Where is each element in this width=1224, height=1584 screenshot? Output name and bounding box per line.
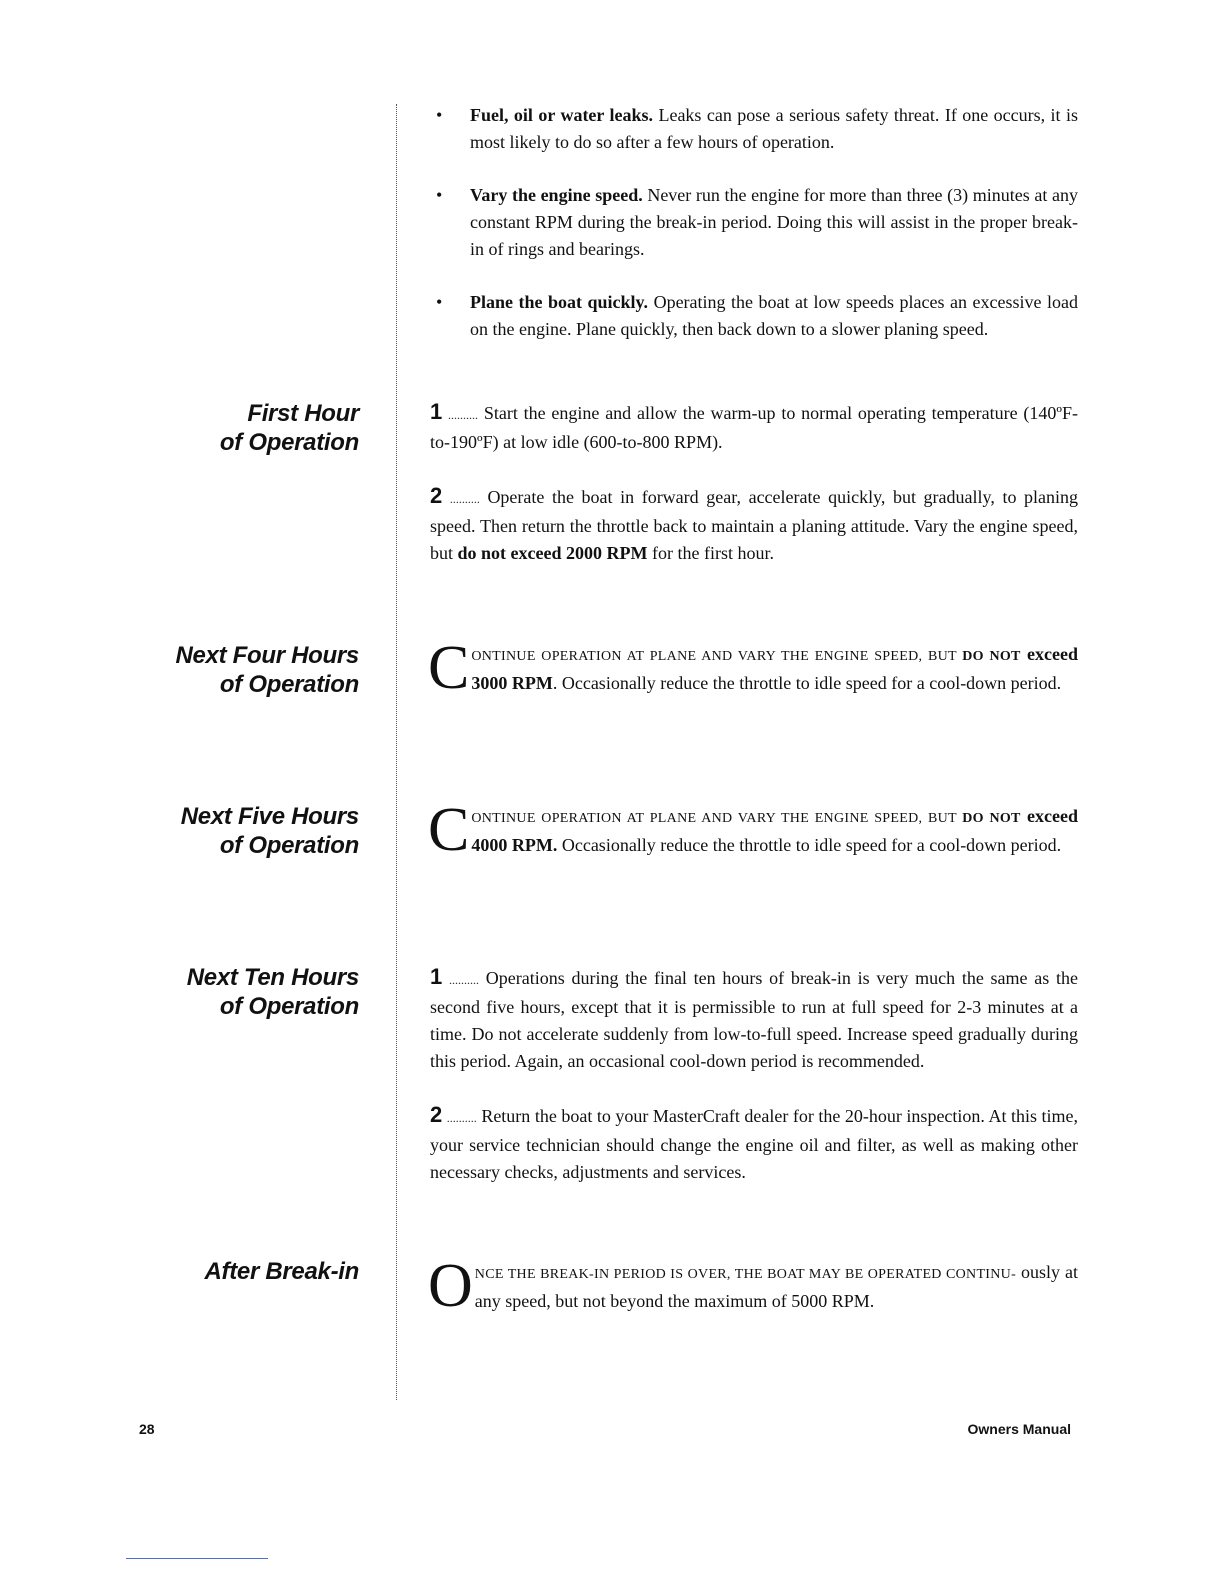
step-number: 1 [430,964,443,989]
step-text: Operate the boat in forward gear, accelerate quickly, but gradually, to planing speed. Then return the throttle back to maintain a planing attitude. Vary the engine speed, but [430,487,1079,563]
next-five-text [428,796,1078,864]
bullet-icon: • [436,292,443,312]
rpm-limit: exceed 4000 RPM. [471,806,1078,855]
heading-line: Next Four Hours [175,642,359,669]
leader-dots: .......... [448,408,479,422]
drop-cap: O [428,1252,473,1320]
bullet-lead: Plane the boat quickly. [470,292,649,312]
heading-first-hour [220,399,359,457]
drop-cap: C [428,796,470,864]
heading-after-break-in [204,1257,359,1286]
after-break-in-text [428,1252,1079,1320]
bullet-text: Leaks can pose a serious safety threat. If one occurs, it is most likely to do so after a few hours of operation. [470,105,1078,152]
drop-cap: C [428,634,470,702]
heading-line: of Operation [219,429,359,456]
heading-line: Next Five Hours [180,803,359,830]
step-text: Operations during the final ten hours of break-in is very much the same as the second five hours, except that it is permissible to run at full speed for 2-3 minutes at a time. Do not accelerate suddenly from low-to-full speed. Increase speed gradually during this period. Again, an occasional cool-down period is recommended. [430,968,1079,1071]
tips-list [436,102,1078,343]
page-number: 28 [139,1421,155,1437]
heading-line: of Operation [219,832,359,859]
bullet-lead: Vary the engine speed. [470,185,643,205]
footnote-rule [126,1558,268,1559]
smallcaps-text: NCE THE BREAK-IN PERIOD IS OVER, THE BOAT MAY BE OPERATED CONTINU- [474,1267,1017,1282]
list-item [436,289,1078,343]
heading-line: of Operation [219,993,359,1020]
footer-title: Owners Manual [967,1421,1071,1437]
rpm-limit: exceed 3000 RPM [471,644,1078,693]
list-item [436,182,1078,263]
step-text: Return the boat to your MasterCraft dealer for the 20-hour inspection. At this time, your service technician should change the engine oil and filter, as well as making other necessary checks, adjustments and services. [430,1106,1079,1182]
leader-dots: .......... [449,973,479,987]
first-hour-steps [430,398,1078,567]
bullet-text: Operating the boat at low speeds places an excessive load on the engine. Plane quickly, then back down to a slower planing speed. [470,292,1079,339]
step-number: 1 [430,399,443,424]
step-number: 2 [430,483,443,508]
heading-line: After Break-in [204,1258,359,1285]
bullet-icon: • [436,105,443,125]
bullet-icon: • [436,185,443,205]
leader-dots: .......... [446,1111,477,1125]
step-2 [430,482,1078,567]
column-divider [396,104,397,1400]
step-1 [430,398,1078,456]
bullet-lead: Fuel, oil or water leaks. [470,105,654,125]
body-text: ously at any speed, but not beyond the maximum of 5000 RPM. [474,1262,1079,1311]
step-2 [430,1101,1078,1186]
body-text: Occasionally reduce the throttle to idle speed for a cool-down period. [557,835,1062,855]
smallcaps-emphasis: DO NOT [962,811,1021,826]
smallcaps-text: ONTINUE OPERATION AT PLANE AND VARY THE ENGINE SPEED, BUT [471,649,963,664]
step-1 [430,963,1078,1075]
heading-next-ten-hours [187,963,359,1021]
heading-next-four-hours [175,641,359,699]
heading-line: of Operation [219,671,359,698]
heading-line: First Hour [247,400,359,427]
next-four-text [428,634,1078,702]
heading-next-five-hours [181,802,359,860]
body-text: . Occasionally reduce the throttle to idle speed for a cool-down period. [552,673,1062,693]
step-emphasis: do not exceed 2000 RPM [457,543,648,563]
bullet-text: Never run the engine for more than three (3) minutes at any constant RPM during the break-in period. Doing this will assist in the proper break-in of rings and bearings. [470,185,1078,259]
step-text: Start the engine and allow the warm-up to normal operating temperature (140ºF-to-190ºF) at low idle (600-to-800 RPM). [430,403,1078,452]
step-text: for the first hour. [647,543,774,563]
smallcaps-emphasis: DO NOT [962,649,1021,664]
heading-line: Next Ten Hours [186,964,359,991]
smallcaps-text: ONTINUE OPERATION AT PLANE AND VARY THE ENGINE SPEED, BUT [471,811,963,826]
leader-dots: .......... [449,492,480,506]
next-ten-steps [430,963,1078,1186]
list-item [436,102,1078,156]
step-number: 2 [430,1102,443,1127]
